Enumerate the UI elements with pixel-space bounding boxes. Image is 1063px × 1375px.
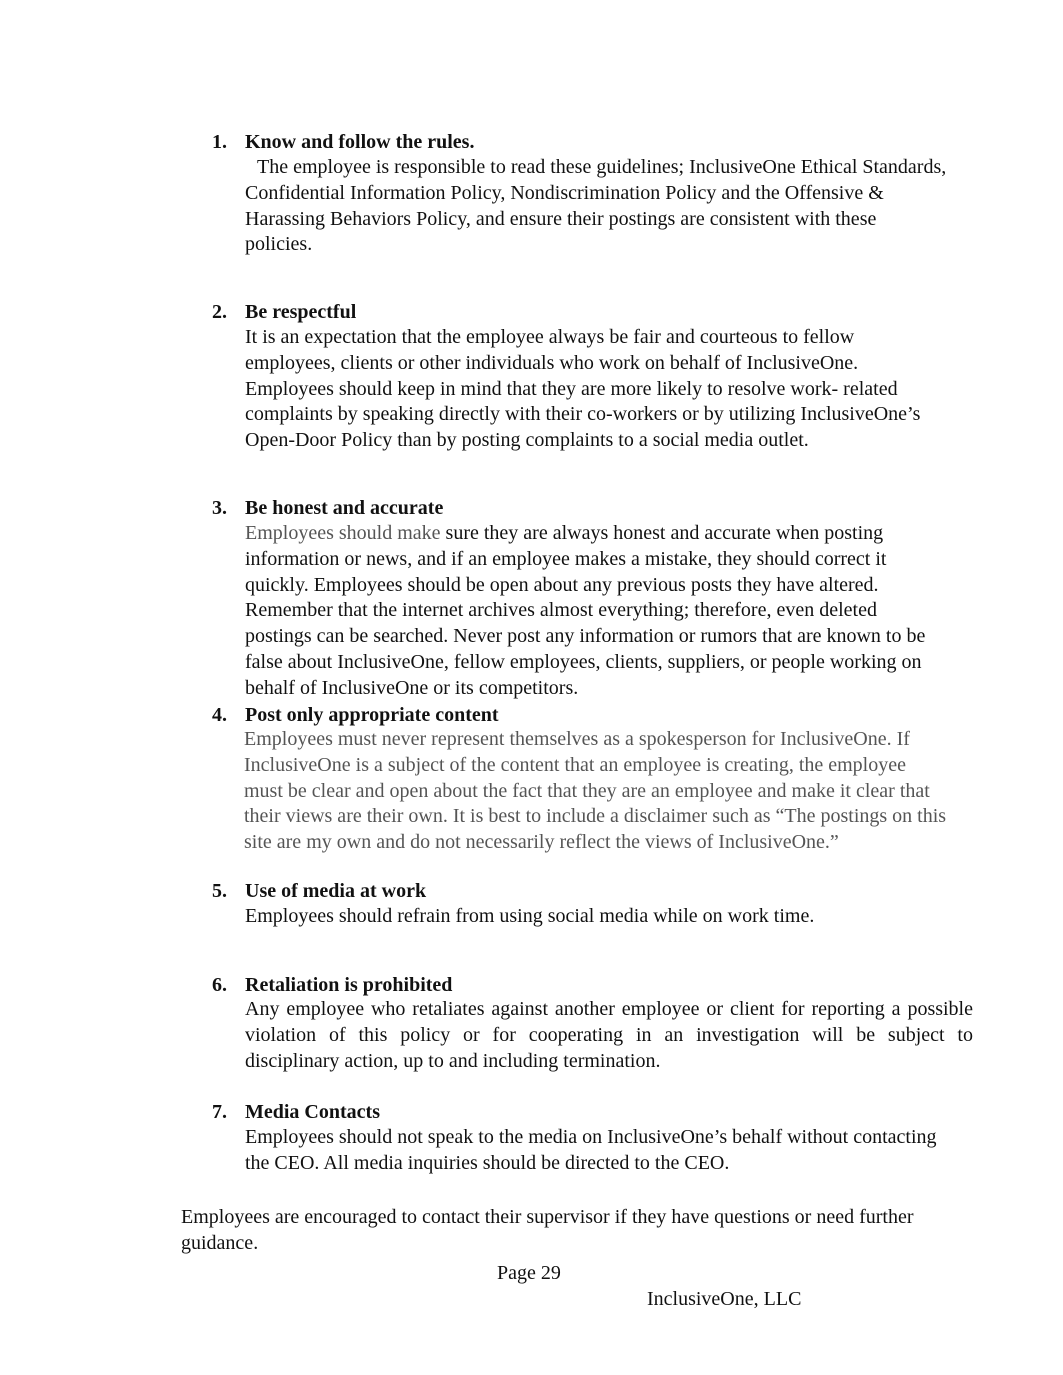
section-1-line-3: Harassing Behaviors Policy, and ensure their postings are consistent with these [245, 207, 877, 230]
section-6-line-2: violation of this policy or for cooperating in an investigation will be subject to [245, 1023, 973, 1046]
section-2-line-2: employees, clients or other individuals who work on behalf of InclusiveOne. [245, 351, 859, 374]
section-4-line-2: InclusiveOne is a subject of the content that an employee is creating, the employee [244, 753, 906, 776]
section-4-line-3: must be clear and open about the fact that they are an employee and make it clear that [244, 779, 930, 802]
section-5-title: Use of media at work [245, 880, 427, 902]
section-1-line-4: policies. [245, 233, 313, 256]
section-3-line-1 [245, 521, 975, 547]
section-3-line-7: behalf of InclusiveOne or its competitors. [245, 676, 579, 699]
section-5-heading [212, 878, 426, 904]
section-3-line-1-rest: sure they are always honest and accurate when posting [440, 522, 884, 544]
section-2-line-5: Open-Door Policy than by posting complaints to a social media outlet. [245, 429, 809, 452]
section-3-line-4: Remember that the internet archives almost everything; therefore, even deleted [245, 599, 877, 622]
section-4-line-4: their views are their own. It is best to include a disclaimer such as “The postings on this [244, 805, 947, 828]
section-5-line-1: Employees should refrain from using social media while on work time. [245, 905, 815, 927]
section-5-number: 5. [212, 880, 227, 902]
section-3-heading [212, 495, 443, 521]
section-3-title: Be honest and accurate [245, 497, 444, 519]
section-7-line-1: Employees should not speak to the media on InclusiveOne’s behalf without contacting [245, 1126, 937, 1148]
section-1-title: Know and follow the rules. [245, 131, 475, 153]
section-6-body [245, 997, 973, 1074]
section-7-heading [212, 1099, 380, 1125]
section-2-body [245, 325, 975, 454]
section-5-body [245, 904, 975, 930]
section-6-line-1: Any employee who retaliates against another employee or client for reporting a possible [245, 998, 973, 1020]
page-number: Page 29 [497, 1262, 561, 1284]
section-1-body [245, 155, 975, 258]
company-name: InclusiveOne, LLC [647, 1288, 802, 1310]
section-1-line-1: The employee is responsible to read these guidelines; InclusiveOne Ethical Standards, [257, 156, 947, 178]
section-2-title: Be respectful [245, 301, 357, 323]
section-7-body [245, 1125, 975, 1177]
section-2-heading [212, 299, 356, 325]
section-6-number: 6. [212, 974, 227, 996]
section-6-heading [212, 972, 452, 998]
section-1-number: 1. [212, 131, 227, 153]
section-4-body [244, 727, 979, 856]
section-2-line-1: It is an expectation that the employee always be fair and courteous to fellow [245, 326, 855, 348]
section-3-line-2: information or news, and if an employee makes a mistake, they should correct it [245, 547, 887, 570]
section-3-line-1-grey: Employees should make [245, 522, 441, 544]
section-1-heading [212, 129, 474, 155]
section-2-number: 2. [212, 301, 227, 323]
section-6-title: Retaliation is prohibited [245, 974, 453, 996]
section-2-line-3: Employees should keep in mind that they are more likely to resolve work- related [245, 377, 898, 400]
closing-paragraph [181, 1204, 981, 1256]
section-4-line-5: site are my own and do not necessarily reflect the views of InclusiveOne.” [244, 831, 839, 854]
section-3-number: 3. [212, 497, 227, 519]
section-1-line-2: Confidential Information Policy, Nondiscrimination Policy and the Offensive & [245, 181, 884, 204]
section-3-line-5: postings can be searched. Never post any information or rumors that are known to be [245, 625, 926, 648]
section-7-line-2: the CEO. All media inquiries should be directed to the CEO. [245, 1151, 730, 1174]
section-2-line-4: complaints by speaking directly with their co-workers or by utilizing InclusiveOne’s [245, 403, 921, 426]
closing-line-1: Employees are encouraged to contact their supervisor if they have questions or need further [181, 1206, 914, 1228]
section-6-line-3: disciplinary action, up to and including termination. [245, 1049, 661, 1072]
section-4-number: 4. [212, 704, 227, 726]
section-4-title: Post only appropriate content [245, 704, 499, 726]
section-3-line-6: false about InclusiveOne, fellow employees, clients, suppliers, or people working on [245, 650, 922, 673]
section-4-line-1: Employees must never represent themselves as a spokesperson for InclusiveOne. If [244, 728, 910, 750]
section-3-line-3: quickly. Employees should be open about any previous posts they have altered. [245, 573, 879, 596]
section-7-number: 7. [212, 1101, 227, 1123]
closing-line-2: guidance. [181, 1232, 259, 1254]
section-7-title: Media Contacts [245, 1101, 380, 1123]
section-4-heading [212, 702, 499, 728]
section-3-body [245, 521, 975, 702]
